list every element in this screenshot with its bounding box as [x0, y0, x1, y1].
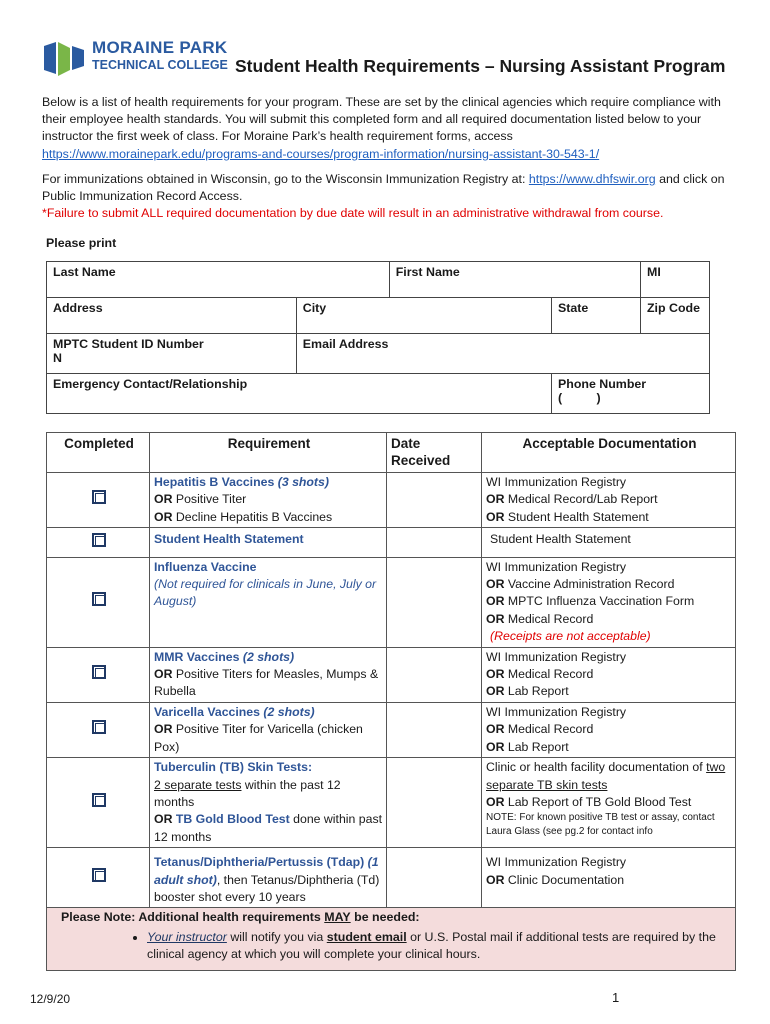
health-statement-checkbox[interactable]: [92, 533, 106, 547]
intro-p2-text-a: For immunizations obtained in Wisconsin, go to the Wisconsin Immunization Registry at:: [42, 171, 526, 186]
first-name-field[interactable]: First Name: [389, 262, 640, 298]
completed-cell: [47, 758, 150, 848]
page-number: 1: [612, 990, 620, 1005]
last-name-field[interactable]: Last Name: [47, 262, 390, 298]
completed-cell: [47, 848, 150, 908]
requirement-cell: Hepatitis B Vaccines (3 shots) OR Positive Titer OR Decline Hepatitis B Vaccines: [150, 473, 387, 528]
table-row: [47, 647, 736, 702]
zip-field[interactable]: Zip Code: [640, 298, 709, 334]
completed-cell: [47, 702, 150, 757]
date-received-cell[interactable]: [387, 702, 482, 757]
note-bullet: • Your instructor will notify you via student email or U.S. Postal mail if additional tests are required by the clinical agency at which you will complete your clinical hours.: [147, 929, 727, 964]
header-date-received: Date Received: [387, 433, 482, 473]
date-received-cell[interactable]: [387, 473, 482, 528]
table-row: [47, 702, 736, 757]
footer-date: 12/9/20: [30, 992, 71, 1006]
mmr-checkbox[interactable]: [92, 665, 106, 679]
table-row: [47, 528, 736, 557]
phone-field[interactable]: Phone Number ( ): [551, 374, 709, 414]
documentation-cell: Student Health Statement: [482, 528, 736, 557]
logo-mark-icon: [42, 40, 86, 80]
completed-cell: [47, 528, 150, 557]
date-received-cell[interactable]: [387, 557, 482, 647]
mi-field[interactable]: MI: [641, 262, 710, 298]
table-row: [47, 557, 736, 647]
withdrawal-warning: *Failure to submit ALL required documentation by due date will result in an administrative withdrawal from course.: [42, 206, 664, 221]
date-received-cell[interactable]: [387, 848, 482, 908]
note-cell: Please Note: Additional health requirements MAY be needed: • Your instructor will notify you via student email or U.S. Postal mail if additional tests are required by the clinical agency at which you will complete your clinical hours.: [47, 908, 736, 970]
documentation-cell: WI Immunization Registry OR Medical Record/Lab Report OR Student Health Statement: [482, 473, 736, 528]
table-row: [47, 758, 736, 848]
date-received-cell[interactable]: [387, 758, 482, 848]
date-received-cell[interactable]: [387, 647, 482, 702]
address-field[interactable]: Address: [47, 298, 297, 334]
intro-p2-text-b: and click on Public Immunization Record Access.: [42, 171, 725, 204]
documentation-cell: WI Immunization Registry OR Medical Record OR Lab Report: [482, 647, 736, 702]
emergency-contact-field[interactable]: Emergency Contact/Relationship: [47, 374, 552, 414]
requirement-cell: Student Health Statement: [150, 528, 387, 557]
requirement-cell: Tetanus/Diphtheria/Pertussis (Tdap) (1 adult shot), then Tetanus/Diphtheria (Td) booster shot every 10 years: [150, 848, 387, 908]
table-row: [47, 473, 736, 528]
requirement-cell: Influenza Vaccine (Not required for clinicals in June, July or August): [150, 557, 387, 647]
intro-paragraph-2: [42, 171, 732, 205]
program-link[interactable]: https://www.morainepark.edu/programs-and-courses/program-information/nursing-assistant-30-543-1/: [42, 146, 600, 161]
completed-cell: [47, 647, 150, 702]
header-requirement: Requirement: [150, 433, 387, 473]
intro-p1-text: Below is a list of health requirements for your program. These are set by the clinical agencies which require compliance with their employee health standards. You will submit this completed form and all required documentation listed below to your instructor the first week of class. For Moraine Park’s health requirement forms, access: [42, 95, 721, 144]
completed-cell: [47, 473, 150, 528]
city-field[interactable]: City: [296, 298, 551, 334]
email-field[interactable]: Email Address: [296, 334, 709, 374]
documentation-cell: Clinic or health facility documentation of two separate TB skin tests OR Lab Report of TB Gold Blood Test NOTE: For known positive TB test or assay, contact Laura Glass (see pg.2 for contact info: [482, 758, 736, 848]
state-field[interactable]: State: [551, 298, 640, 334]
completed-cell: [47, 557, 150, 647]
logo-line-1: MORAINE PARK: [92, 38, 228, 57]
college-logo: [42, 40, 242, 84]
requirements-table: [46, 432, 736, 971]
page-title: Student Health Requirements – Nursing Assistant Program: [235, 56, 726, 76]
influenza-checkbox[interactable]: [92, 592, 106, 606]
header-documentation: Acceptable Documentation: [482, 433, 736, 473]
documentation-cell: WI Immunization Registry OR Medical Record OR Lab Report: [482, 702, 736, 757]
requirement-cell: Tuberculin (TB) Skin Tests: 2 separate tests within the past 12 months OR TB Gold Blood Test done within past 12 months: [150, 758, 387, 848]
documentation-cell: WI Immunization Registry OR Vaccine Administration Record OR MPTC Influenza Vaccination Form OR Medical Record (Receipts are not acceptable): [482, 557, 736, 647]
hepb-checkbox[interactable]: [92, 490, 106, 504]
additional-requirements-note: [47, 908, 736, 970]
requirement-cell: MMR Vaccines (2 shots) OR Positive Titers for Measles, Mumps & Rubella: [150, 647, 387, 702]
header-completed: Completed: [47, 433, 150, 473]
varicella-checkbox[interactable]: [92, 720, 106, 734]
logo-line-2: TECHNICAL COLLEGE: [92, 58, 228, 72]
table-row: [47, 848, 736, 908]
please-print-label: Please print: [46, 236, 117, 250]
tb-checkbox[interactable]: [92, 793, 106, 807]
student-id-field[interactable]: MPTC Student ID Number N: [47, 334, 297, 374]
date-received-cell[interactable]: [387, 528, 482, 557]
requirement-cell: Varicella Vaccines (2 shots) OR Positive Titer for Varicella (chicken Pox): [150, 702, 387, 757]
student-info-table: [46, 261, 710, 414]
documentation-cell: WI Immunization Registry OR Clinic Documentation: [482, 848, 736, 908]
intro-paragraph-1: [42, 94, 732, 163]
registry-link[interactable]: https://www.dhfswir.org: [528, 171, 656, 186]
intro-text: [42, 94, 732, 222]
tdap-checkbox[interactable]: [92, 868, 106, 882]
